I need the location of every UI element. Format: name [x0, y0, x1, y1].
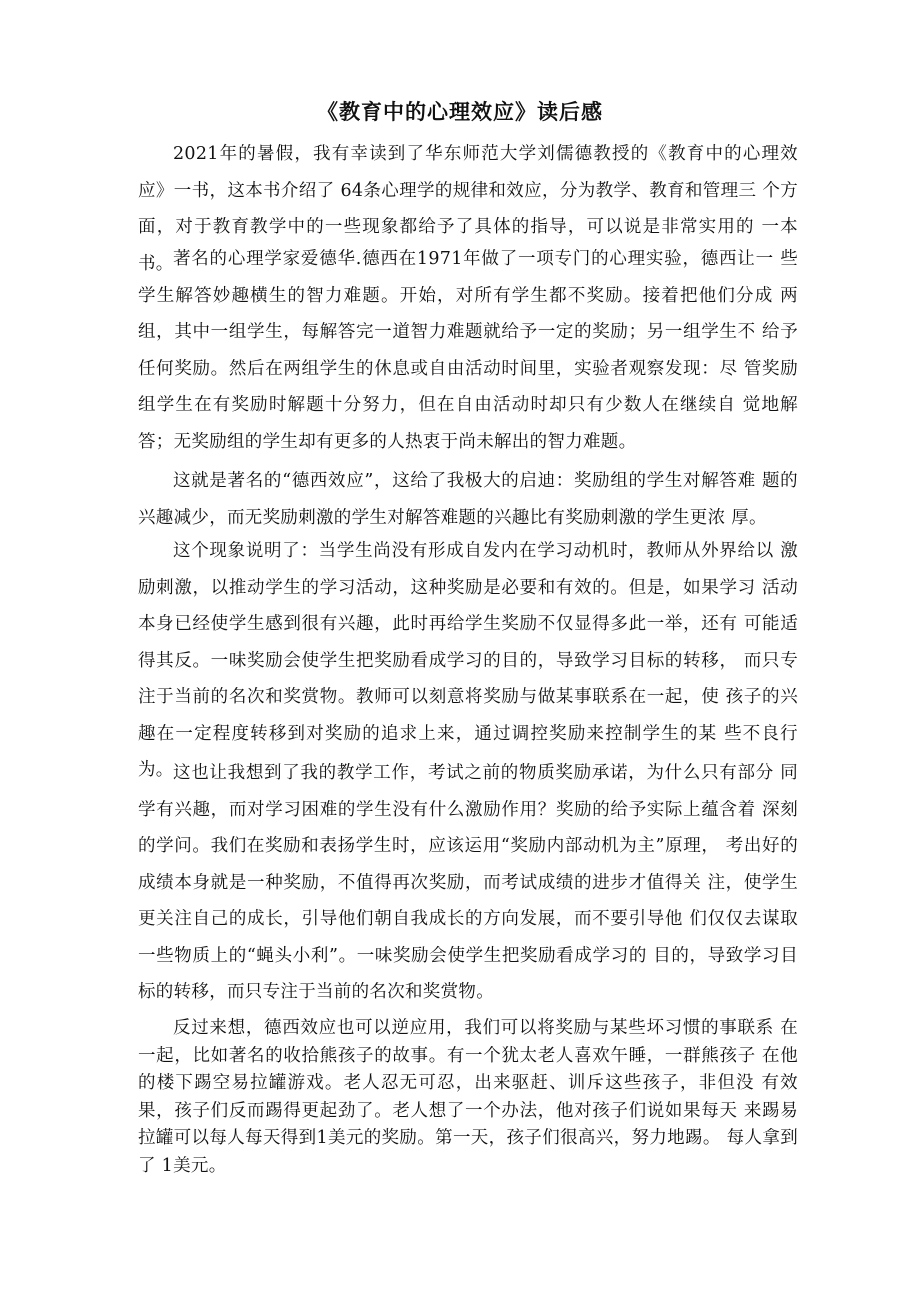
paragraph-3: 这就是著名的“德西效应”，这给了我极大的启迪：奖励组的学生对解答难 题的兴趣减少，而无奖励刺激的学生对解答难题的兴趣比有奖励刺激的学生更浓 厚。 [138, 471, 798, 528]
paragraph-2: 著名的心理学家爱德华.德西在1971年做了一项专门的心理实验，德西让一 些学生解答妙趣横生的智力难题。开始，对所有学生都不奖励。接着把他们分成 两组，其中一组学生，每解答完一道智力难题就给予一定的奖励；另一组学生不 给予任何奖励。然后在两组学生的休息或自由活动时间里，实验者观察发现：尽 管奖励组学生在有奖励时解题十分努力，但在自由活动时却只有少数人在继续自 觉地解答；无奖励组的学生却有更多的人热衷于尚未解出的智力难题。 [138, 249, 798, 452]
paragraph-1: 2021年的暑假，我有幸读到了华东师范大学刘儒德教授的《教育中的心理效 应》一书，这本书介绍了 64条心理学的规律和效应，分为教学、教育和管理三 个方面，对于教育教学中的一些现象都给予了具体的指导，可以说是非常实用的 一本书。 [138, 144, 798, 274]
paragraph-4: 这个现象说明了：当学生尚没有形成自发内在学习动机时，教师从外界给以 激励刺激，以推动学生的学习活动，这种奖励是必要和有效的。但是，如果学习 活动本身已经使学生感到很有兴趣，此时再给学生奖励不仅显得多此一举，还有 可能适得其反。一味奖励会使学生把奖励看成学习的目的，导致学习目标的转移， 而只专注于当前的名次和奖赏物。教师可以刻意将奖励与做某事联系在一起，使 孩子的兴趣在一定程度转移到对奖励的追求上来，通过调控奖励来控制学生的某 些不良行为。 [138, 541, 798, 780]
paragraph-6: 反过来想，德西效应也可以逆应用，我们可以将奖励与某些坏习惯的事联系 在一起，比如著名的收拾熊孩子的故事。有一个犹太老人喜欢午睡，一群熊孩子 在他的楼下踢空易拉罐游戏。老人忍无可忍，出来驱赶、训斥这些孩子，非但没 有效果，孩子们反而踢得更起劲了。老人想了一个办法，他对孩子们说如果每天 来踢易拉罐可以每人每天得到1美元的奖励。第一天，孩子们很高兴，努力地踢。 每人拿到了 1美元。 [138, 1018, 798, 1176]
paragraph-5: 这也让我想到了我的教学工作，考试之前的物质奖励承诺，为什么只有部分 同学有兴趣，而对学习困难的学生没有什么激励作用？奖励的给予实际上蕴含着 深刻的学问。我们在奖励和表扬学生时，应该运用“奖励内部动机为主”原理， 考出好的成绩本身就是一种奖励，不值得再次奖励，而考试成绩的进步才值得关 注，使学生更关注自己的成长，引导他们朝自我成长的方向发展，而不要引导他 们仅仅去谋取一些物质上的“蝇头小利”。一味奖励会使学生把奖励看成学习的 目的，导致学习目标的转移，而只专注于当前的名次和奖赏物。 [138, 763, 798, 1002]
document-title: 《教育中的心理效应》读后感 [317, 99, 603, 124]
